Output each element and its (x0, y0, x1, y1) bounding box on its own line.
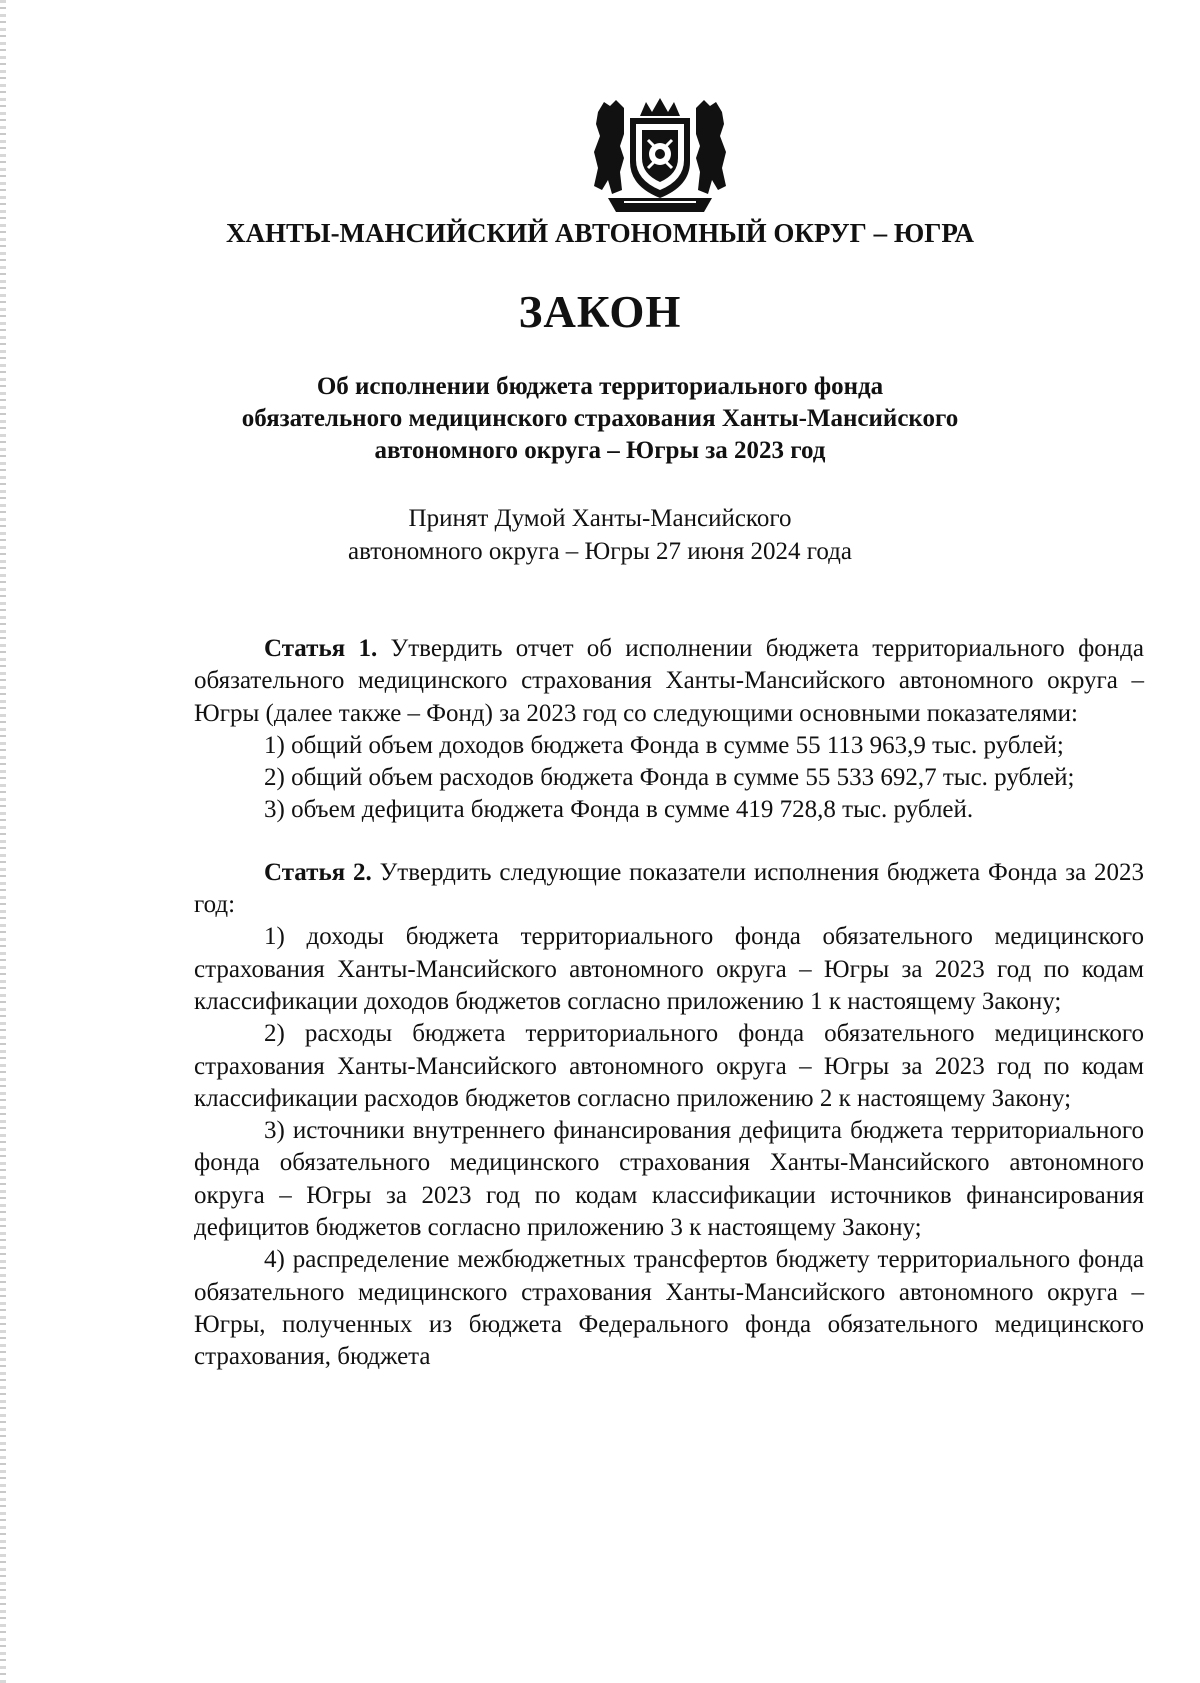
article-2-item: 2) расходы бюджета территориального фонда обязательного медицинского страхования Ханты-Мансийского автономного округа – Югры за 2023 год по кодам классификации расходов бюджетов согласно приложению 2 к настоящему Закону; (194, 1020, 1144, 1112)
article-1-item: 2) общий объем расходов бюджета Фонда в сумме 55 533 692,7 тыс. рублей; (264, 764, 1075, 792)
article-2-item: 1) доходы бюджета территориального фонда обязательного медицинского страхования Ханты-Мансийского автономного округа – Югры за 2023 год по кодам классификации доходов бюджетов согласно приложению 1 к настоящему Закону; (194, 923, 1144, 1015)
article-1-item: 3) объем дефицита бюджета Фонда в сумме 419 728,8 тыс. рублей. (264, 796, 974, 824)
document-type: ЗАКОН (518, 287, 682, 337)
article-1-item: 1) общий объем доходов бюджета Фонда в сумме 55 113 963,9 тыс. рублей; (264, 731, 1064, 759)
article-2-text: Утвердить следующие показатели исполнения бюджета Фонда за 2023 год: (194, 858, 1144, 919)
law-subject-line: обязательного медицинского страхования Ханты-Мансийского (241, 405, 959, 432)
law-body (194, 633, 1144, 1374)
adoption-line: автономного округа – Югры 27 июня 2024 года (348, 538, 852, 565)
article-1-label: Статья 1. (264, 635, 378, 662)
article-1-text: Утвердить отчет об исполнении бюджета территориального фонда обязательного медицинского страхования Ханты-Мансийского автономного округа – Югры (далее также – Фонд) за 2023 год со следующими основными показателями: (194, 635, 1144, 727)
article-2-intro (194, 857, 1144, 922)
article-2-label: Статья 2. (264, 858, 372, 886)
article-2-item: 3) источники внутреннего финансирования дефицита бюджета территориального фонда обязательного медицинского страхования Ханты-Мансийского автономного округа – Югры за 2023 год по кодам классификации источников финансирования дефицитов бюджетов согласно приложению 3 к настоящему Закону; (194, 1117, 1144, 1242)
scan-edge (0, 0, 6, 1683)
region-title: ХАНТЫ-МАНСИЙСКИЙ АВТОНОМНЫЙ ОКРУГ – ЮГРА (226, 218, 974, 248)
coat-of-arms-icon (590, 94, 730, 216)
adoption-note (0, 502, 1200, 568)
law-subject (0, 371, 1200, 467)
adoption-line: Принят Думой Ханты-Мансийского (408, 505, 792, 532)
article-1-intro (194, 633, 1144, 730)
law-subject-line: Об исполнении бюджета территориального фонда (316, 373, 884, 400)
law-subject-line: автономного округа – Югры за 2023 год (374, 437, 826, 464)
article-2-item: 4) распределение межбюджетных трансфертов бюджету территориального фонда обязательного медицинского страхования Ханты-Мансийского автономного округа – Югры, полученных из бюджета Федерального фонда обязательного медицинского страхования, бюджета (194, 1246, 1144, 1371)
